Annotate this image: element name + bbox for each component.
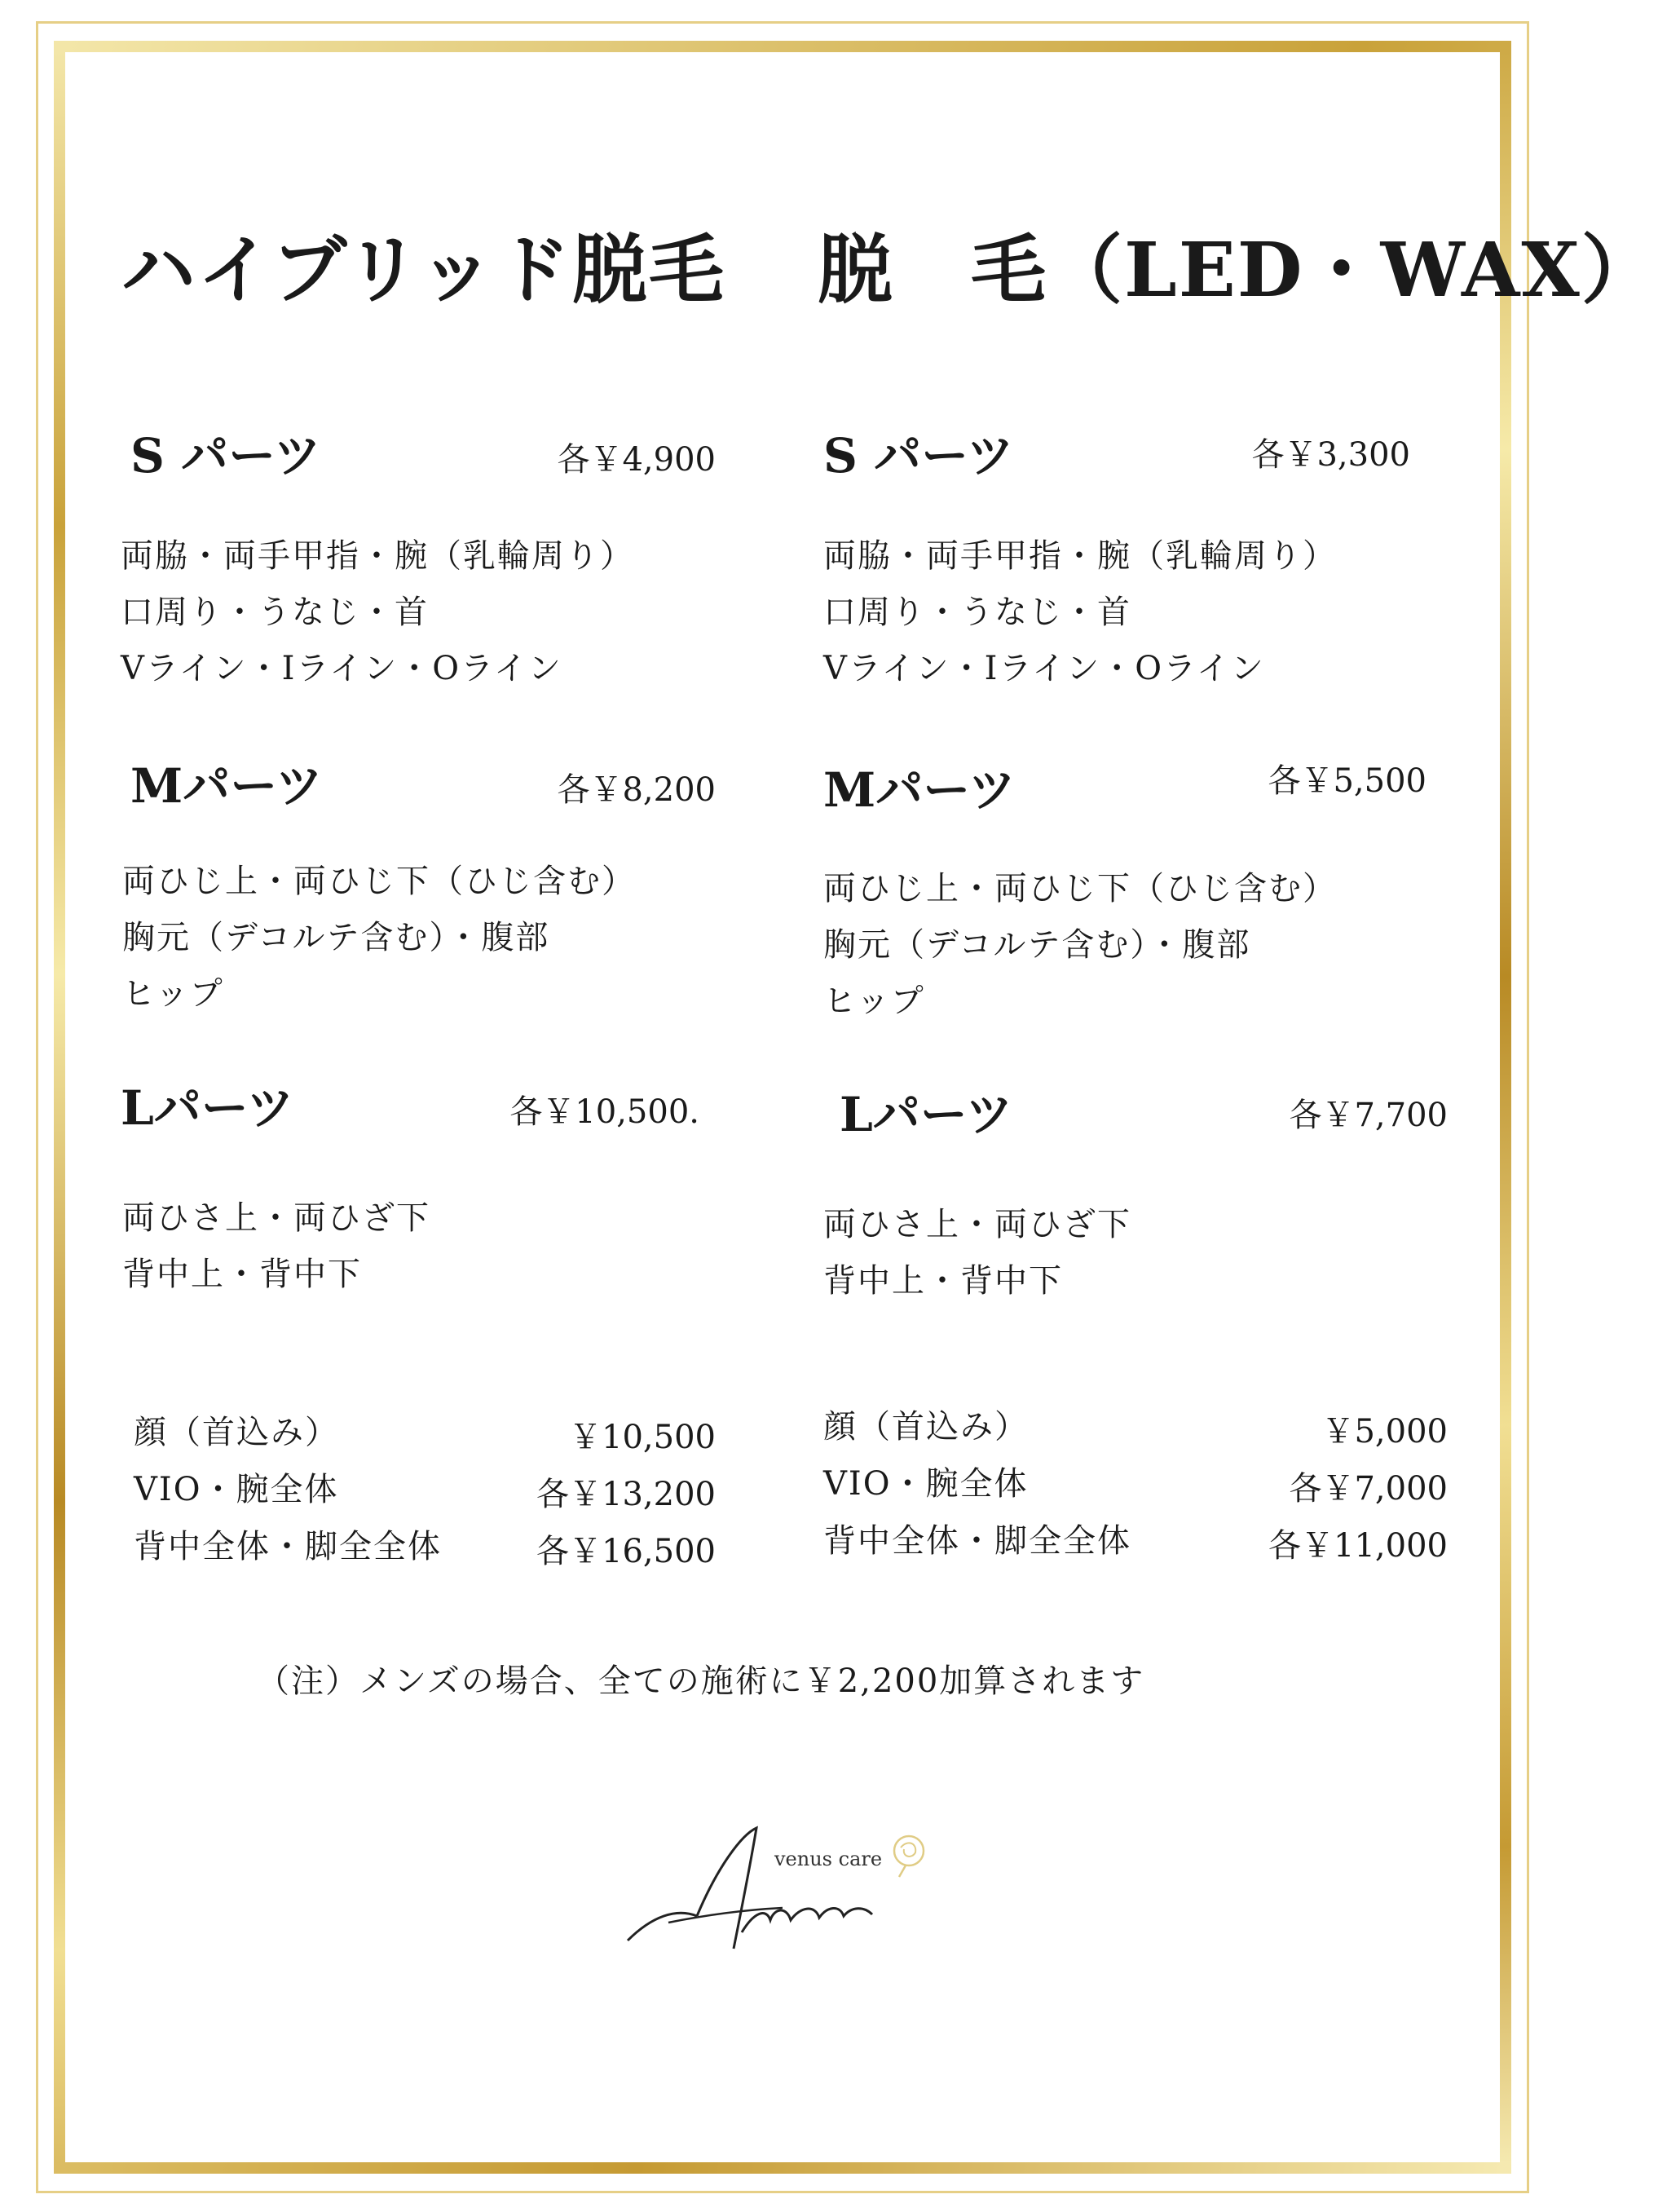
price-value: ￥5,000	[1321, 1413, 1448, 1450]
list-item: 両ひさ上・両ひざ下	[823, 1206, 1131, 1243]
list-item: 両ひじ上・両ひじ下（ひじ含む）	[823, 870, 1337, 907]
price-value: ￥10,500	[569, 1419, 716, 1456]
list-item: 背中上・背中下	[823, 1262, 1063, 1300]
price-label: 顔（首込み）	[823, 1408, 1029, 1446]
price-label: 背中全体・脚全全体	[134, 1528, 442, 1565]
l-parts-section	[121, 1080, 716, 1293]
s-parts-title: S パーツ	[130, 428, 321, 483]
rose-icon	[894, 1836, 924, 1877]
list-item: ヒップ	[823, 982, 925, 1020]
s-parts-price: 各￥3,300	[1251, 436, 1410, 474]
logo-tagline: venus care	[774, 1848, 883, 1870]
l-parts-title: Lパーツ	[840, 1087, 1013, 1142]
price-value: 各￥13,200	[536, 1476, 716, 1513]
price-label: 背中全体・脚全全体	[823, 1522, 1131, 1560]
price-row	[121, 1464, 716, 1521]
list-item: 両脇・両手甲指・腕（乳輪周り）	[121, 537, 634, 575]
m-parts-section	[121, 758, 716, 1013]
list-item: 両ひじ上・両ひじ下（ひじ含む）	[122, 863, 636, 900]
list-item: 背中上・背中下	[122, 1256, 362, 1293]
m-parts-price: 各￥8,200	[557, 771, 716, 809]
l-parts-section	[823, 1087, 1448, 1300]
m-parts-section	[823, 762, 1443, 1020]
price-row	[823, 1401, 1448, 1458]
price-row	[121, 1521, 716, 1578]
brand-logo	[620, 1818, 962, 1957]
l-parts-price: 各￥10,500.	[509, 1093, 699, 1131]
m-parts-price: 各￥5,500	[1268, 762, 1426, 800]
list-item: Vライン・Iライン・Oライン	[121, 650, 562, 687]
list-item: 口周り・うなじ・首	[121, 594, 429, 631]
price-value: 各￥11,000	[1268, 1527, 1448, 1565]
s-parts-title: S パーツ	[823, 428, 1014, 483]
list-item: 胸元（デコルテ含む）・腹部	[122, 919, 550, 956]
list-item: Vライン・Iライン・Oライン	[823, 650, 1265, 687]
price-label: 顔（首込み）	[134, 1414, 339, 1451]
list-item: 口周り・うなじ・首	[823, 594, 1131, 631]
price-label: VIO・腕全体	[134, 1471, 339, 1508]
title-hybrid: ハイブリッド脱毛	[121, 226, 725, 314]
price-row	[823, 1515, 1448, 1572]
price-value: 各￥16,500	[536, 1533, 716, 1570]
mens-surcharge-note: （注）メンズの場合、全ての施術に￥2,200加算されます	[257, 1662, 1145, 1700]
l-parts-title: Lパーツ	[121, 1080, 294, 1136]
m-parts-title: Mパーツ	[823, 762, 1016, 818]
l-parts-price: 各￥7,700	[1289, 1097, 1448, 1134]
list-item: ヒップ	[122, 975, 224, 1013]
price-row	[823, 1458, 1448, 1515]
full-area-prices	[121, 1406, 716, 1578]
full-area-prices	[823, 1401, 1448, 1572]
title-led-wax: 脱 毛（LED・WAX）	[818, 226, 1658, 314]
price-value: 各￥7,000	[1289, 1470, 1448, 1508]
price-label: VIO・腕全体	[823, 1465, 1029, 1503]
s-parts-section	[121, 428, 716, 687]
list-item: 両ひさ上・両ひざ下	[122, 1199, 430, 1237]
s-parts-price: 各￥4,900	[557, 441, 716, 479]
list-item: 両脇・両手甲指・腕（乳輪周り）	[823, 537, 1337, 575]
m-parts-title: Mパーツ	[130, 758, 323, 814]
list-item: 胸元（デコルテ含む）・腹部	[823, 926, 1251, 964]
price-row	[121, 1406, 716, 1464]
s-parts-section	[823, 428, 1443, 687]
